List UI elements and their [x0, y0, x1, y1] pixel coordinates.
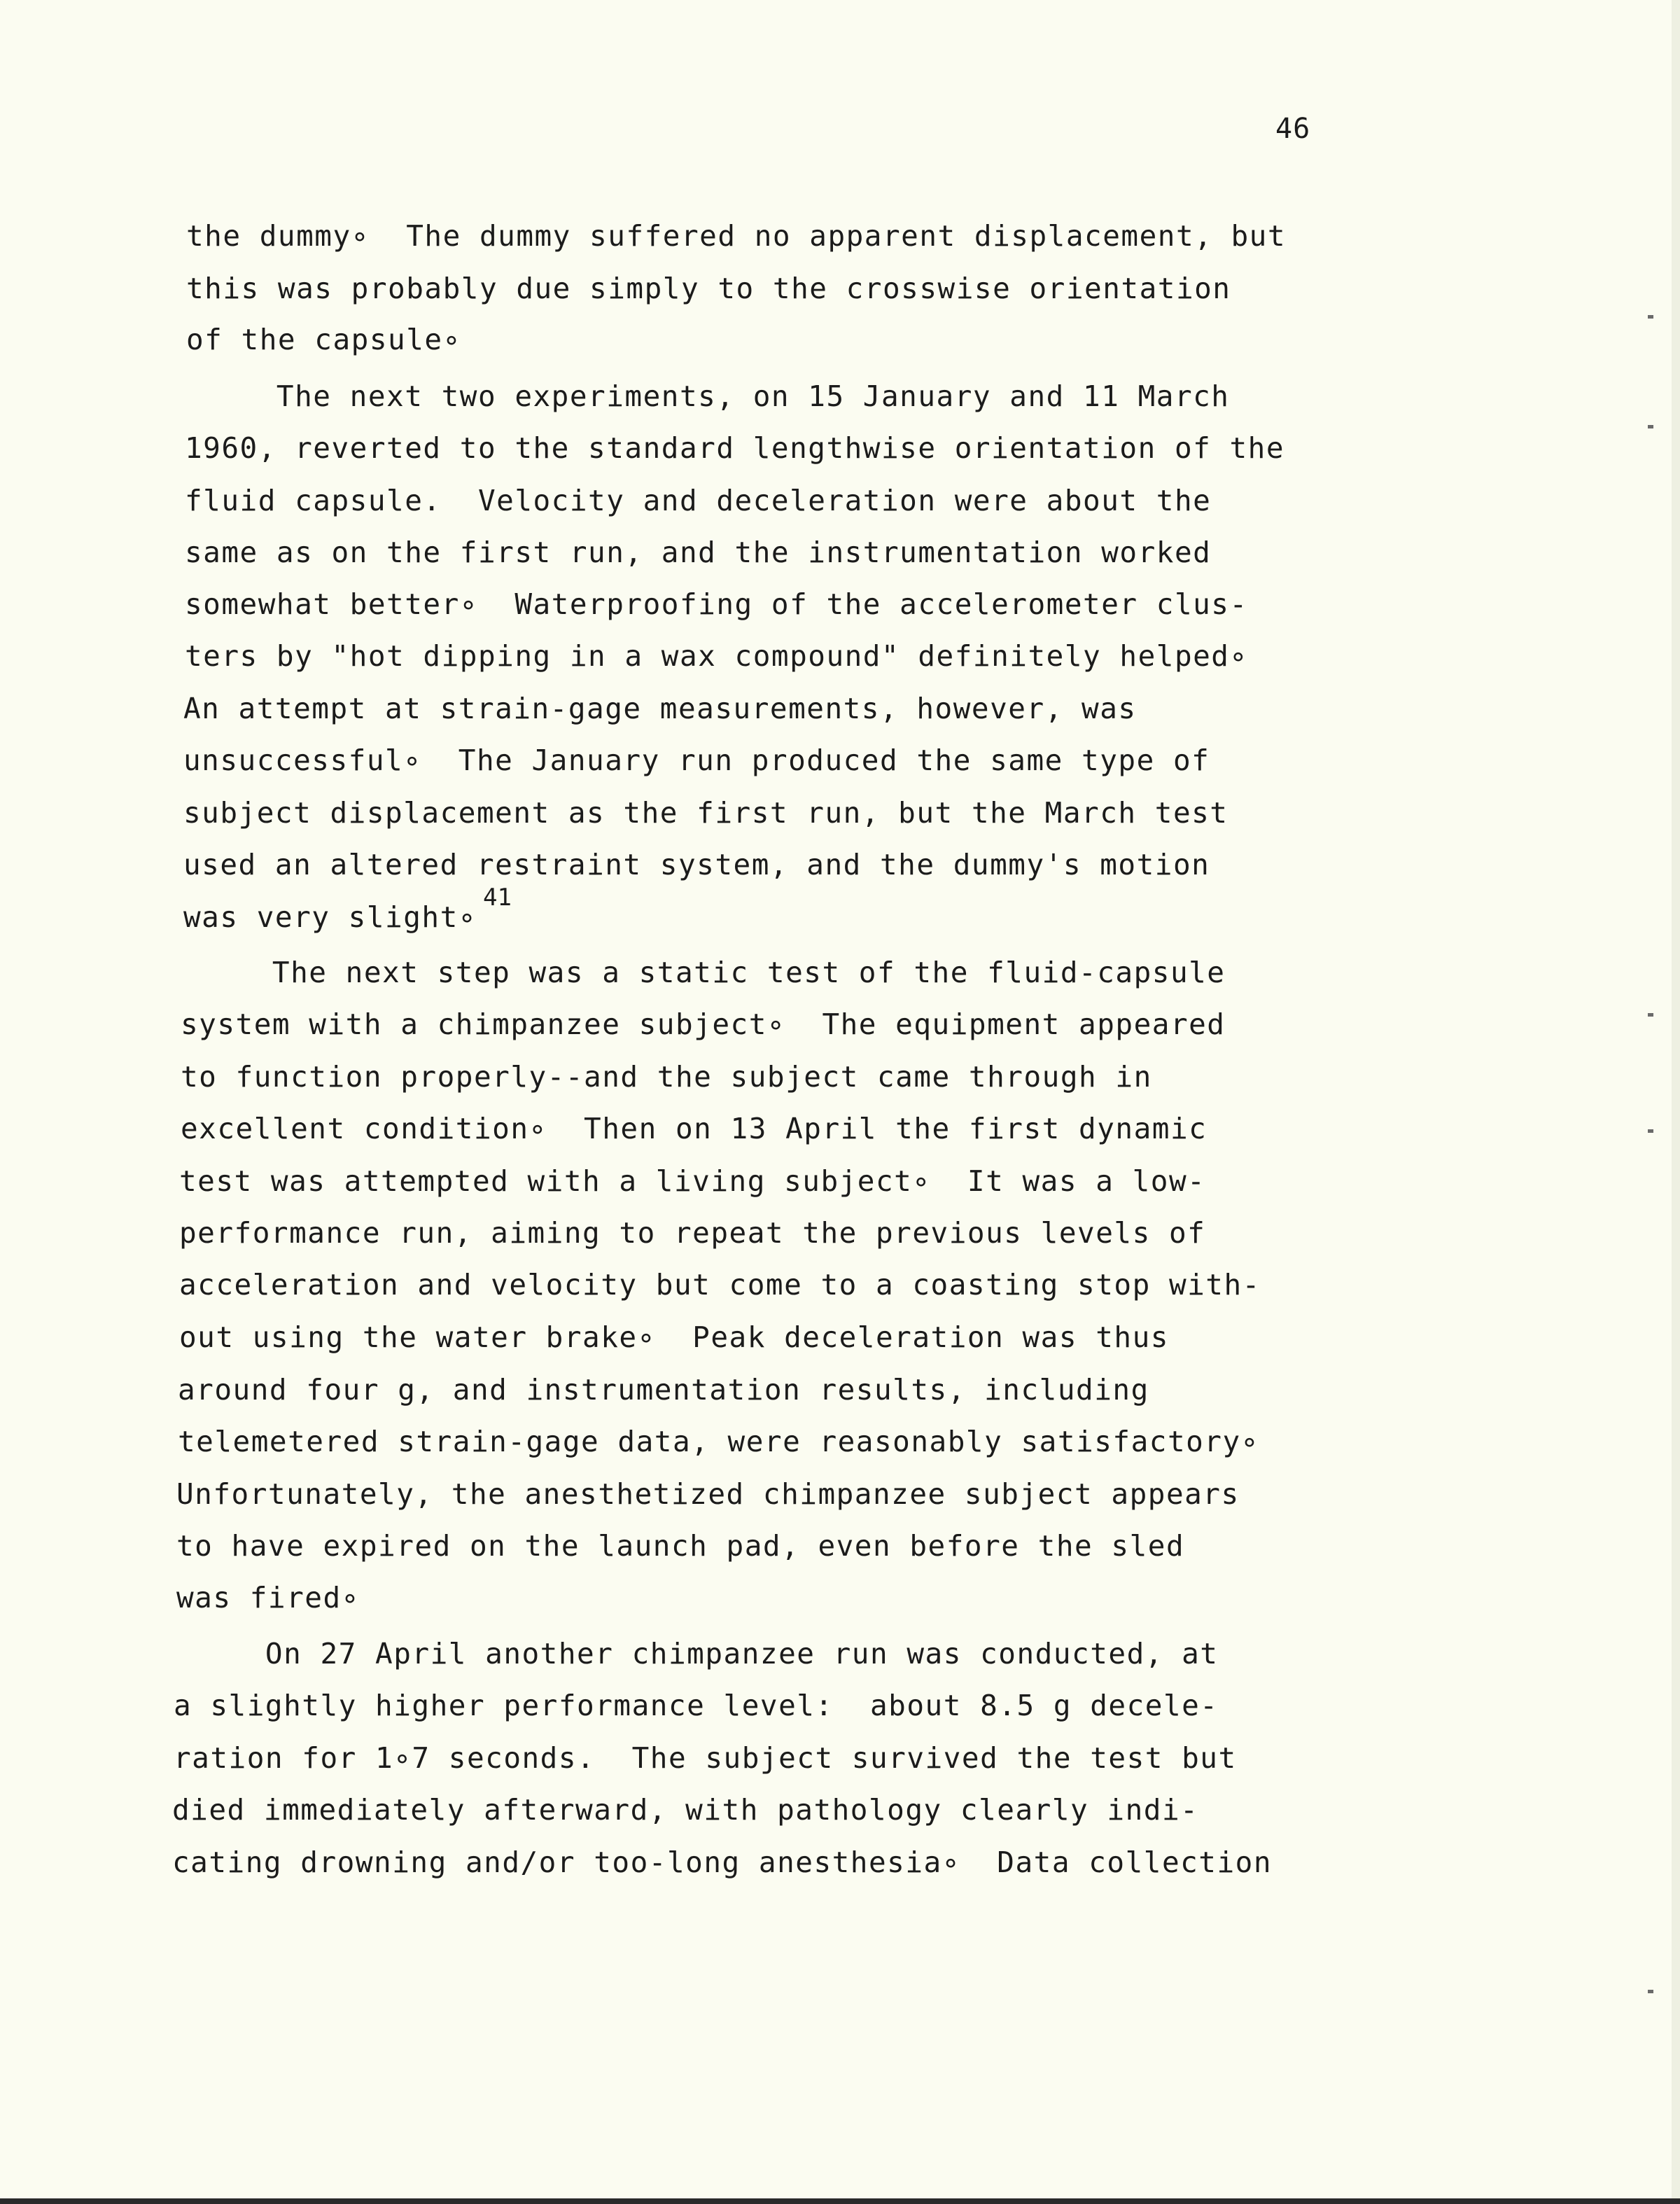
text-line: ration for 1∘7 seconds. The subject survived the test but [174, 1741, 1237, 1775]
text-line: unsuccessful∘ The January run produced the same type of [183, 744, 1210, 777]
footnote-reference: 41 [483, 884, 512, 912]
margin-mark [1648, 425, 1653, 428]
text-line: acceleration and velocity but come to a coasting stop with- [179, 1268, 1261, 1302]
text-line: telemetered strain-gage data, were reasonably satisfactory∘ [178, 1425, 1259, 1458]
margin-mark [1648, 315, 1653, 319]
text-line: cating drowning and/or too-long anesthesia∘ Data collection [172, 1846, 1273, 1879]
text-line: The next two experiments, on 15 January and 11 March [185, 379, 1230, 413]
text-line: test was attempted with a living subject∘ It was a low- [179, 1164, 1206, 1198]
margin-mark [1648, 1990, 1653, 1993]
scan-bottom-edge [0, 2198, 1680, 2204]
margin-mark [1648, 1013, 1653, 1017]
text-line: The next step was a static test of the fluid-capsule [181, 956, 1226, 989]
text-line: around four g, and instrumentation results, including [178, 1373, 1149, 1407]
text-line: was fired∘ [176, 1581, 360, 1614]
text-line: of the capsule∘ [186, 323, 461, 356]
text-line: 1960, reverted to the standard lengthwise orientation of the [185, 431, 1285, 465]
margin-mark [1648, 1129, 1653, 1133]
text-line: somewhat better∘ Waterproofing of the accelerometer clus- [185, 587, 1248, 621]
text-line: was very slight∘ [183, 900, 477, 934]
text-line: subject displacement as the first run, but the March test [183, 796, 1228, 830]
text-line: system with a chimpanzee subject∘ The equipment appeared [181, 1007, 1226, 1041]
text-line: out using the water brake∘ Peak deceleration was thus [179, 1320, 1169, 1354]
text-line: the dummy∘ The dummy suffered no apparent displacement, but [186, 219, 1287, 253]
text-line: to have expired on the launch pad, even before the sled [176, 1529, 1185, 1563]
text-line: a slightly higher performance level: about 8.5 g decele- [174, 1689, 1219, 1722]
page-number: 46 [1275, 113, 1311, 145]
text-line: An attempt at strain-gage measurements, however, was [183, 692, 1137, 725]
text-line: performance run, aiming to repeat the previous levels of [179, 1216, 1206, 1250]
text-line: died immediately afterward, with pathology clearly indi- [172, 1793, 1199, 1827]
text-line: On 27 April another chimpanzee run was conducted, at [174, 1637, 1219, 1671]
text-line: fluid capsule. Velocity and deceleration were about the [185, 484, 1212, 517]
text-line: to function properly--and the subject came through in [181, 1060, 1152, 1094]
text-line: this was probably due simply to the crosswise orientation [186, 272, 1231, 305]
text-line: excellent condition∘ Then on 13 April the first dynamic [181, 1112, 1208, 1145]
page-edge-shadow [1672, 0, 1680, 2204]
text-line: same as on the first run, and the instrumentation worked [185, 536, 1212, 569]
text-line: ters by "hot dipping in a wax compound" definitely helped∘ [185, 639, 1248, 673]
text-line: used an altered restraint system, and the dummy's motion [183, 848, 1210, 881]
text-line: Unfortunately, the anesthetized chimpanzee subject appears [176, 1477, 1240, 1511]
